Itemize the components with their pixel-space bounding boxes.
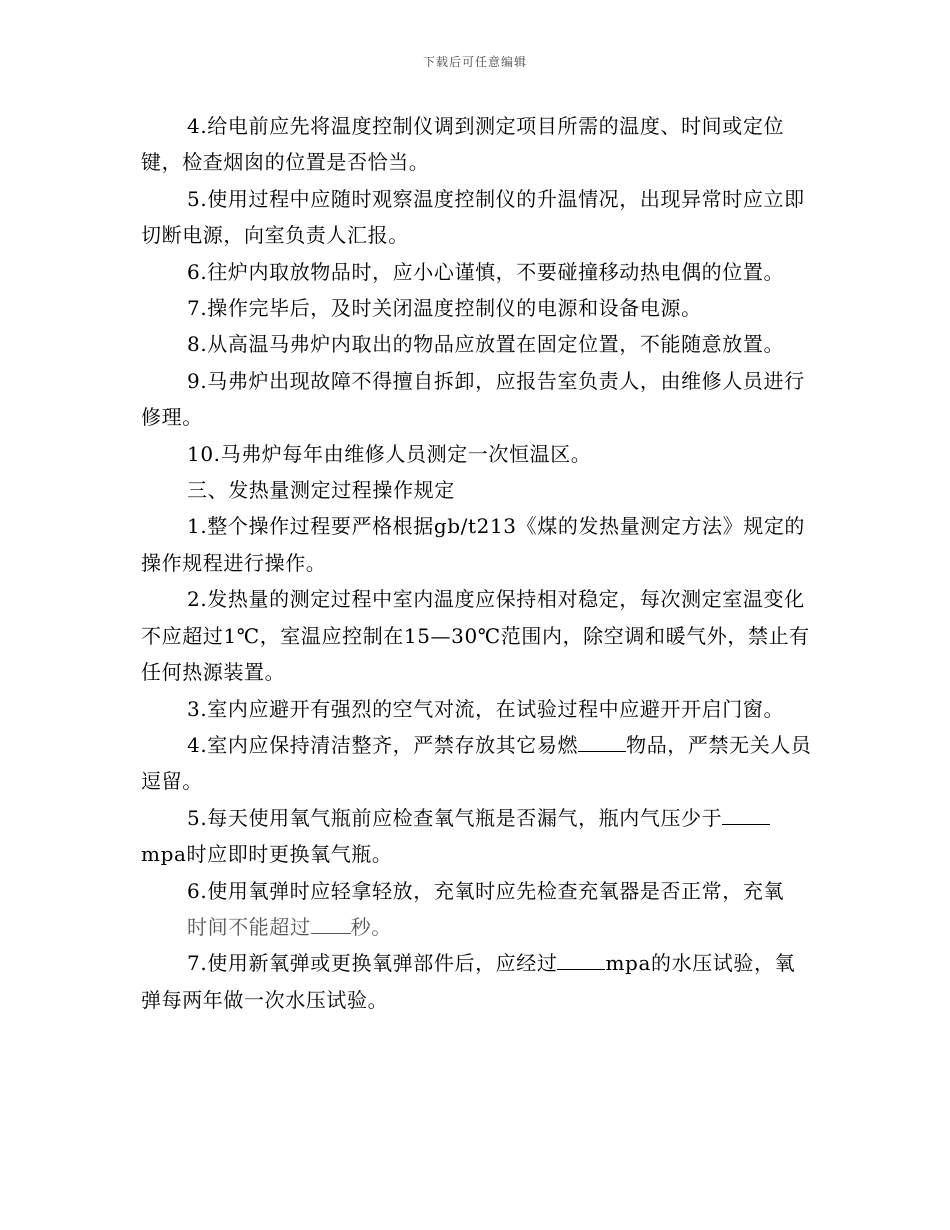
document-body [141, 108, 813, 1018]
fill-blank [311, 915, 351, 934]
paragraph-4-heating: 4.给电前应先将温度控制仪调到测定项目所需的温度、时间或定位键，检查烟囱的位置是否恰当。 [141, 114, 785, 175]
paragraph-8-placement: 8.从高温马弗炉内取出的物品应放置在固定位置，不能随意放置。 [187, 332, 785, 357]
fill-blank [722, 806, 770, 825]
paragraph-7-pressure-test [141, 945, 813, 1018]
paragraph-1-standard: 1.整个操作过程要严格根据gb/t213《煤的发热量测定方法》规定的操作规程进行操作。 [141, 514, 806, 575]
paragraph-3-air-convection: 3.室内应避开有强烈的空气对流，在试验过程中应避开开启门窗。 [187, 696, 785, 721]
paragraph-5-text-before: 5.每天使用氧气瓶前应检查氧气瓶是否漏气，瓶内气压少于 [187, 805, 723, 830]
paragraph-6-oxygen-bomb: 6.使用氧弹时应轻拿轻放，充氧时应先检查充氧器是否正常，充氧 [187, 878, 785, 903]
paragraph-6-continuation [141, 909, 813, 945]
paragraph-4-text-before: 4.室内应保持清洁整齐，严禁存放其它易燃 [187, 732, 579, 757]
fill-blank [557, 951, 605, 970]
paragraph-6-cont-after: 秒。 [350, 914, 392, 939]
page-header: 下载后可任意编辑 [422, 55, 527, 69]
paragraph-5-monitoring: 5.使用过程中应随时观察温度控制仪的升温情况，出现异常时应立即切断电源，向室负责人汇报。 [141, 186, 805, 248]
paragraph-4-cleanliness [141, 727, 813, 800]
paragraph-6-cont-before: 时间不能超过 [187, 914, 311, 939]
paragraph-5-text-after: mpa时应即时更换氧气瓶。 [141, 842, 393, 867]
paragraph-7-text-before: 7.使用新氧弹或更换氧弹部件后，应经过 [187, 951, 558, 976]
paragraph-2-temperature: 2.发热量的测定过程中室内温度应保持相对稳定，每次测定室温变化不应超过1℃，室温应控制在15—30℃范围内，除空调和暖气外，禁止有任何热源装置。 [141, 587, 810, 685]
paragraph-9-repair: 9.马弗炉出现故障不得擅自拆卸，应报告室负责人，由维修人员进行修理。 [141, 368, 805, 430]
paragraph-4-text-after: 物品，严禁无关人员逗留。 [141, 732, 812, 794]
fill-blank [578, 733, 626, 752]
paragraph-6-handling: 6.往炉内取放物品时，应小心谨慎，不要碰撞移动热电偶的位置。 [187, 259, 785, 284]
paragraph-5-oxygen-cylinder [141, 800, 813, 873]
section-heading-calorific: 三、发热量测定过程操作规定 [187, 478, 455, 503]
paragraph-10-constant-zone: 10.马弗炉每年由维修人员测定一次恒温区。 [187, 441, 592, 466]
paragraph-7-text-after: mpa的水压试验，氧弹每两年做一次水压试验。 [141, 951, 796, 1012]
paragraph-7-power-off: 7.操作完毕后，及时关闭温度控制仪的电源和设备电源。 [187, 296, 702, 321]
